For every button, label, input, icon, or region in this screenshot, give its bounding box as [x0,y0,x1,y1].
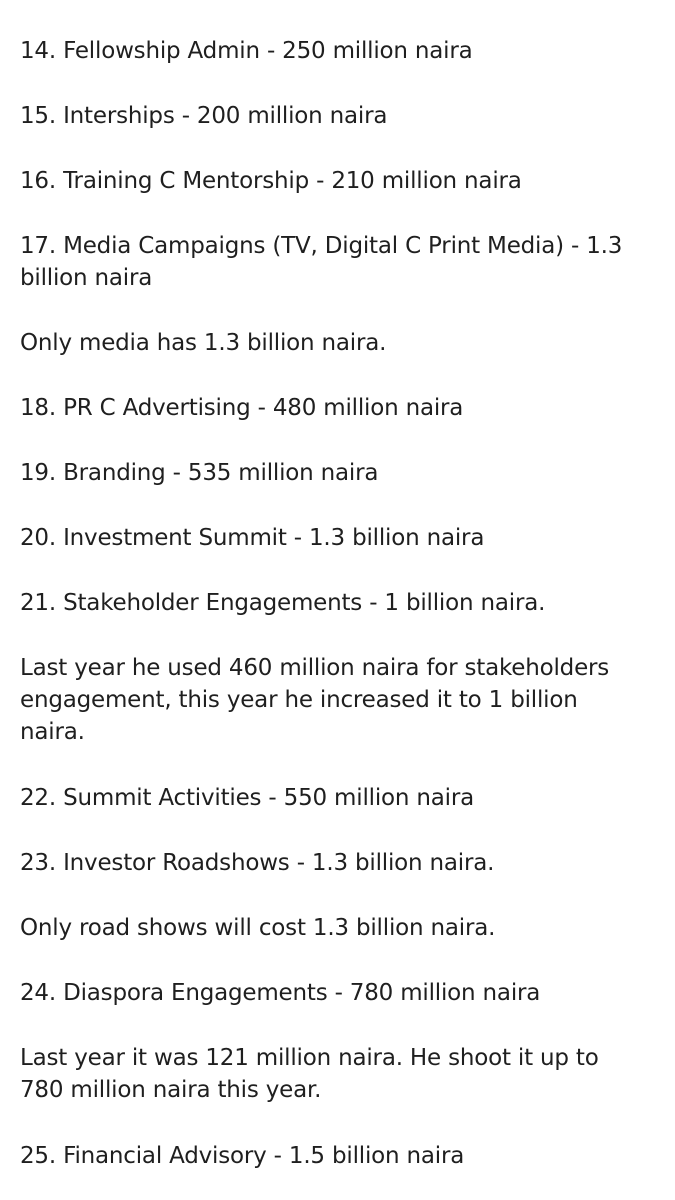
list-item-21: 21. Stakeholder Engagements - 1 billion naira. [20,590,546,616]
note-roadshows: Only road shows will cost 1.3 billion naira. [20,915,496,941]
note-diaspora: Last year it was 121 million naira. He shoot it up to 780 million naira this year. [20,1045,599,1103]
list-item-19: 19. Branding - 535 million naira [20,460,379,486]
list-item-17: 17. Media Campaigns (TV, Digital C Print Media) - 1.3 billion naira [20,233,623,291]
list-item-14: 14. Fellowship Admin - 250 million naira [20,38,473,64]
list-item-16: 16. Training C Mentorship - 210 million naira [20,168,522,194]
list-item-23: 23. Investor Roadshows - 1.3 billion naira. [20,850,495,876]
list-item-15: 15. Interships - 200 million naira [20,103,388,129]
note-media: Only media has 1.3 billion naira. [20,330,387,356]
list-item-20: 20. Investment Summit - 1.3 billion naira [20,525,485,551]
list-item-24: 24. Diaspora Engagements - 780 million naira [20,980,541,1006]
list-item-22: 22. Summit Activities - 550 million naira [20,785,474,811]
list-item-25: 25. Financial Advisory - 1.5 billion naira [20,1143,465,1169]
note-stakeholders: Last year he used 460 million naira for stakeholders engagement, this year he increased it to 1 billion naira. [20,655,610,745]
list-item-18: 18. PR C Advertising - 480 million naira [20,395,464,421]
